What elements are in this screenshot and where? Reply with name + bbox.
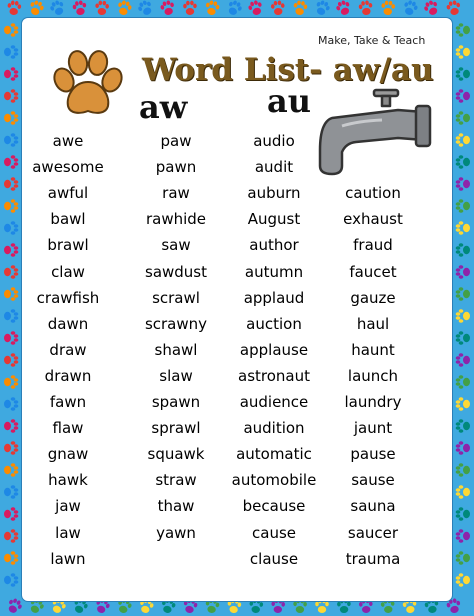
word-item: astronaut [238, 366, 310, 385]
word-item: applause [239, 340, 309, 359]
word-item: exhaust [343, 210, 403, 229]
word-item: audition [243, 419, 305, 438]
word-item: crawfish [36, 288, 100, 307]
page-title: Word List- aw/au [142, 52, 434, 88]
word-item: bawl [50, 210, 86, 229]
word-item: applaud [243, 288, 305, 307]
word-item: sprawl [151, 419, 201, 438]
word-item: flaw [52, 419, 84, 438]
word-item: dawn [47, 314, 89, 333]
word-item: draw [49, 340, 87, 359]
word-item: trauma [345, 549, 401, 568]
word-item: saucer [347, 523, 399, 542]
word-item: audio [253, 132, 295, 150]
word-item: gauze [350, 288, 396, 307]
word-item: raw [162, 184, 190, 203]
word-item: hawk [48, 471, 88, 490]
word-item: shawl [154, 340, 198, 359]
word-item: drawn [44, 366, 92, 385]
word-item: pause [350, 445, 396, 464]
word-item: yawn [156, 523, 196, 542]
word-item: autumn [244, 262, 304, 281]
credit-text: Make, Take & Teach [318, 34, 426, 47]
heading-aw: aw [139, 88, 188, 126]
word-item: straw [155, 471, 197, 490]
word-item: spawn [151, 393, 201, 411]
word-item: scrawl [152, 288, 200, 307]
word-item: fawn [49, 393, 87, 411]
word-item: awe [52, 132, 84, 150]
heading-au: au [267, 82, 311, 120]
word-item: squawk [147, 445, 205, 464]
word-item: author [249, 236, 299, 255]
word-item: gnaw [47, 445, 89, 464]
word-item: brawl [47, 236, 89, 255]
word-item: laundry [344, 393, 402, 411]
word-item: automobile [231, 471, 317, 490]
word-item: audit [254, 158, 294, 177]
word-item: cause [252, 523, 296, 542]
word-item: because [242, 497, 306, 516]
word-item: awful [47, 184, 89, 203]
word-item: fraud [353, 236, 393, 255]
word-item: law [55, 523, 81, 542]
word-item: scrawny [144, 314, 208, 333]
word-item: audience [239, 393, 309, 411]
word-item: saw [161, 236, 191, 255]
word-item: auction [246, 314, 302, 333]
word-item: haul [356, 314, 390, 333]
word-item: automatic [236, 445, 312, 464]
word-item: haunt [351, 340, 395, 359]
word-item: awesome [32, 158, 104, 177]
word-item: claw [51, 262, 85, 281]
word-item: auburn [247, 184, 301, 203]
word-item: thaw [157, 497, 195, 516]
word-item: sause [351, 471, 395, 490]
word-item: lawn [50, 549, 86, 568]
paw-print-icon [50, 50, 126, 118]
word-item: caution [345, 184, 401, 203]
word-item: paw [160, 132, 192, 150]
word-item: jaunt [353, 419, 393, 438]
word-item: pawn [155, 158, 197, 177]
word-item: launch [347, 366, 399, 385]
word-item: faucet [349, 262, 397, 281]
word-item: slaw [159, 366, 193, 385]
word-item: August [247, 210, 301, 229]
word-item: rawhide [145, 210, 207, 229]
word-item: jaw [55, 497, 81, 516]
faucet-icon [312, 88, 432, 178]
word-item: sawdust [145, 262, 207, 281]
word-item: clause [249, 549, 299, 568]
word-item: sauna [350, 497, 396, 516]
